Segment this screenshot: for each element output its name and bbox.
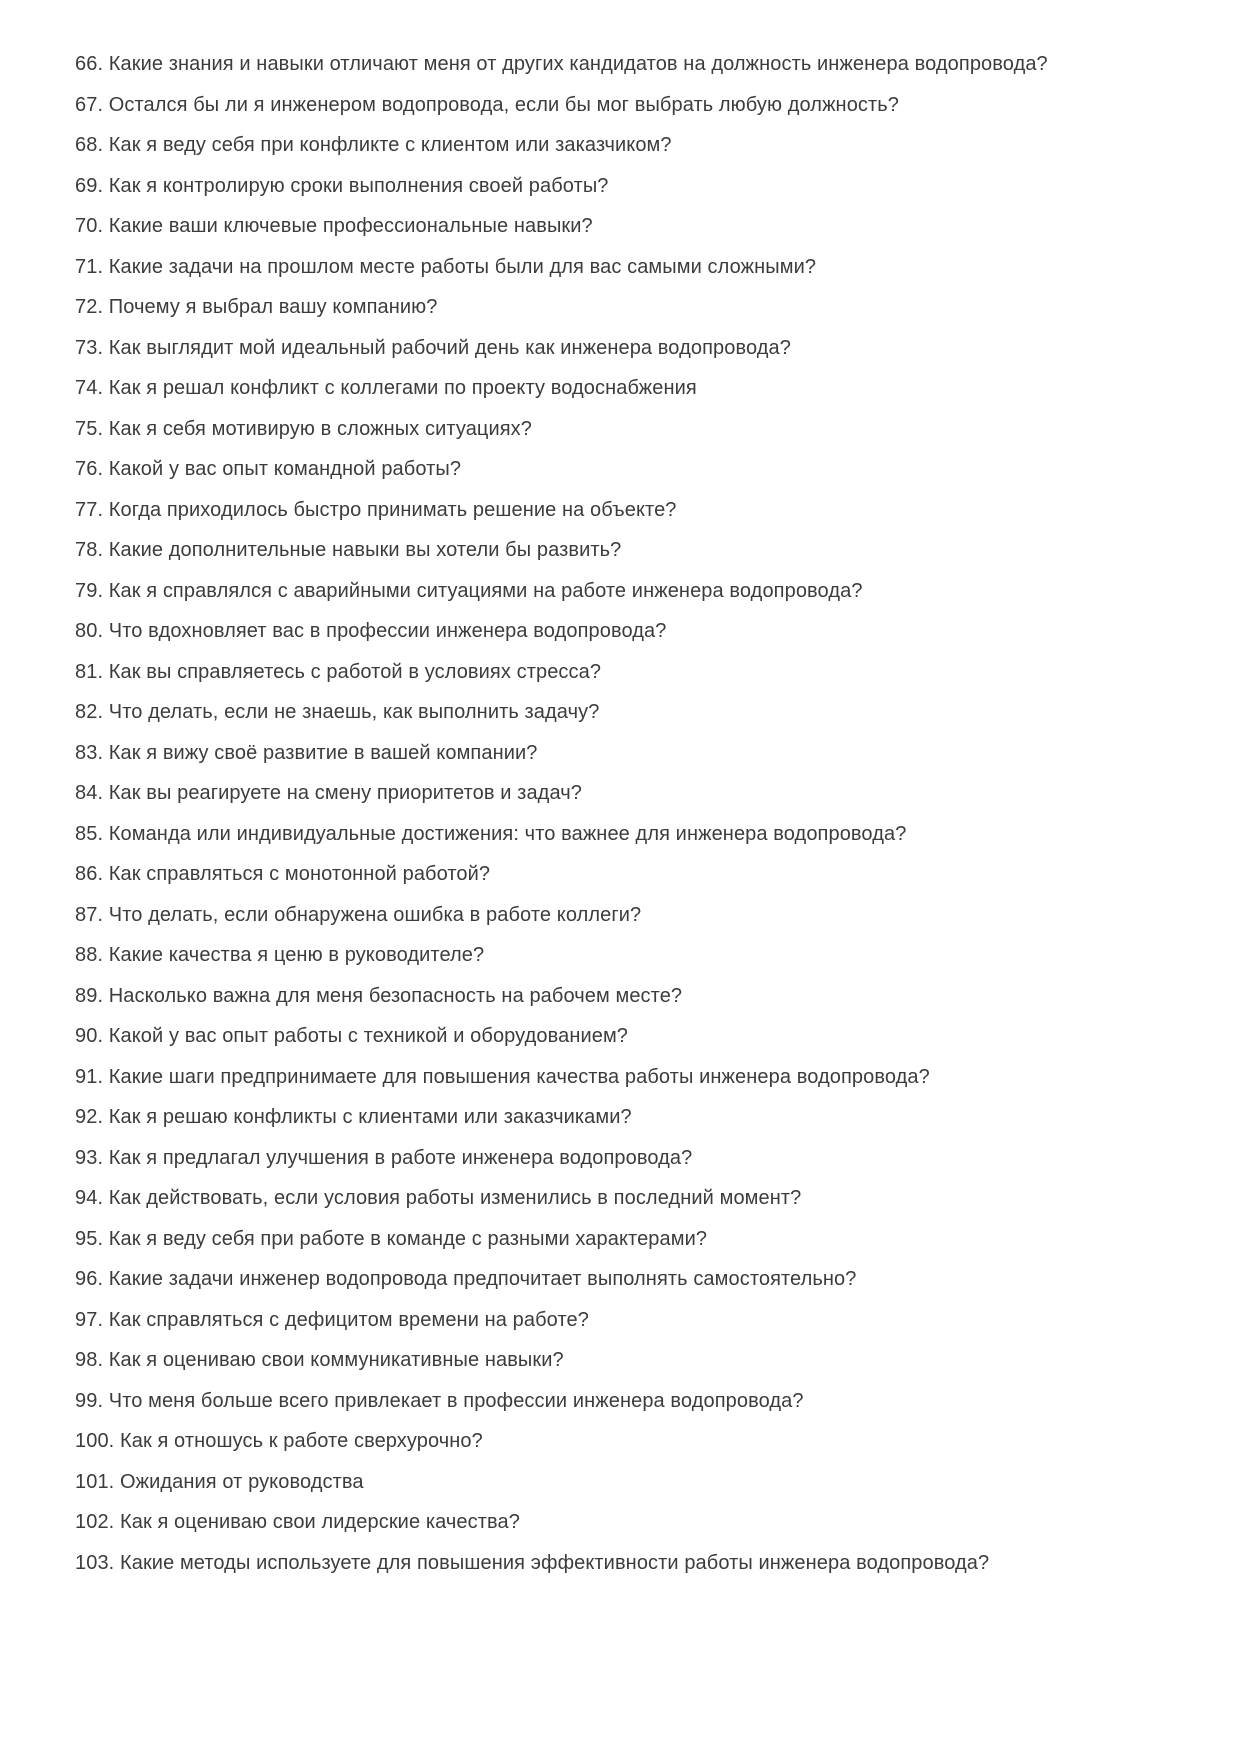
- list-item: 67. Остался бы ли я инженером водопровода, если бы мог выбрать любую должность?: [75, 93, 900, 116]
- list-item: 76. Какой у вас опыт командной работы?: [75, 458, 462, 480]
- list-item: 73. Как выглядит мой идеальный рабочий день как инженера водопровода?: [75, 336, 791, 359]
- list-item: 100. Как я отношусь к работе сверхурочно?: [75, 1430, 483, 1452]
- list-item: 103. Какие методы используете для повышения эффективности работы инженера водопровода?: [75, 1551, 990, 1574]
- list-item: 96. Какие задачи инженер водопровода предпочитает выполнять самостоятельно?: [75, 1268, 857, 1290]
- list-item: 90. Какой у вас опыт работы с техникой и оборудованием?: [75, 1025, 629, 1047]
- list-item: 72. Почему я выбрал вашу компанию?: [75, 296, 438, 318]
- list-item: 85. Команда или индивидуальные достижения: что важнее для инженера водопровода?: [75, 822, 907, 845]
- list-item: 80. Что вдохновляет вас в профессии инженера водопровода?: [75, 620, 667, 642]
- list-item: 86. Как справляться с монотонной работой?: [75, 863, 491, 885]
- list-item: 74. Как я решал конфликт с коллегами по проекту водоснабжения: [75, 377, 697, 399]
- list-item: 78. Какие дополнительные навыки вы хотели бы развить?: [75, 539, 622, 561]
- list-item: 93. Как я предлагал улучшения в работе инженера водопровода?: [75, 1146, 693, 1169]
- list-item: 91. Какие шаги предпринимаете для повышения качества работы инженера водопровода?: [75, 1065, 930, 1088]
- list-item: 94. Как действовать, если условия работы изменились в последний момент?: [75, 1187, 802, 1209]
- list-item: 75. Как я себя мотивирую в сложных ситуациях?: [75, 417, 533, 440]
- list-item: 69. Как я контролирую сроки выполнения своей работы?: [75, 174, 609, 197]
- list-item: 82. Что делать, если не знаешь, как выполнить задачу?: [75, 701, 600, 723]
- list-item: 83. Как я вижу своё развитие в вашей компании?: [75, 741, 538, 764]
- list-item: 87. Что делать, если обнаружена ошибка в работе коллеги?: [75, 903, 642, 926]
- list-item: 84. Как вы реагируете на смену приоритетов и задач?: [75, 782, 582, 804]
- list-item: 89. Насколько важна для меня безопасность на рабочем месте?: [75, 984, 683, 1007]
- list-item: 95. Как я веду себя при работе в команде с разными характерами?: [75, 1227, 708, 1250]
- list-item: 68. Как я веду себя при конфликте с клиентом или заказчиком?: [75, 134, 672, 156]
- list-item: 101. Ожидания от руководства: [75, 1470, 364, 1493]
- list-item: 97. Как справляться с дефицитом времени на работе?: [75, 1308, 589, 1331]
- list-item: 92. Как я решаю конфликты с клиентами или заказчиками?: [75, 1106, 632, 1128]
- list-item: 81. Как вы справляетесь с работой в условиях стресса?: [75, 660, 602, 683]
- list-item: 102. Как я оцениваю свои лидерские качества?: [75, 1511, 520, 1533]
- list-item: 88. Какие качества я ценю в руководителе?: [75, 944, 485, 966]
- list-item: 79. Как я справлялся с аварийными ситуациями на работе инженера водопровода?: [75, 579, 863, 602]
- list-item: 99. Что меня больше всего привлекает в профессии инженера водопровода?: [75, 1389, 804, 1412]
- list-item: 77. Когда приходилось быстро принимать решение на объекте?: [75, 498, 677, 521]
- list-item: 98. Как я оцениваю свои коммуникативные навыки?: [75, 1349, 564, 1371]
- list-item: 70. Какие ваши ключевые профессиональные навыки?: [75, 215, 593, 237]
- list-item: 71. Какие задачи на прошлом месте работы были для вас самыми сложными?: [75, 255, 817, 278]
- list-item: 66. Какие знания и навыки отличают меня от других кандидатов на должность инженера водопровода?: [75, 53, 1048, 75]
